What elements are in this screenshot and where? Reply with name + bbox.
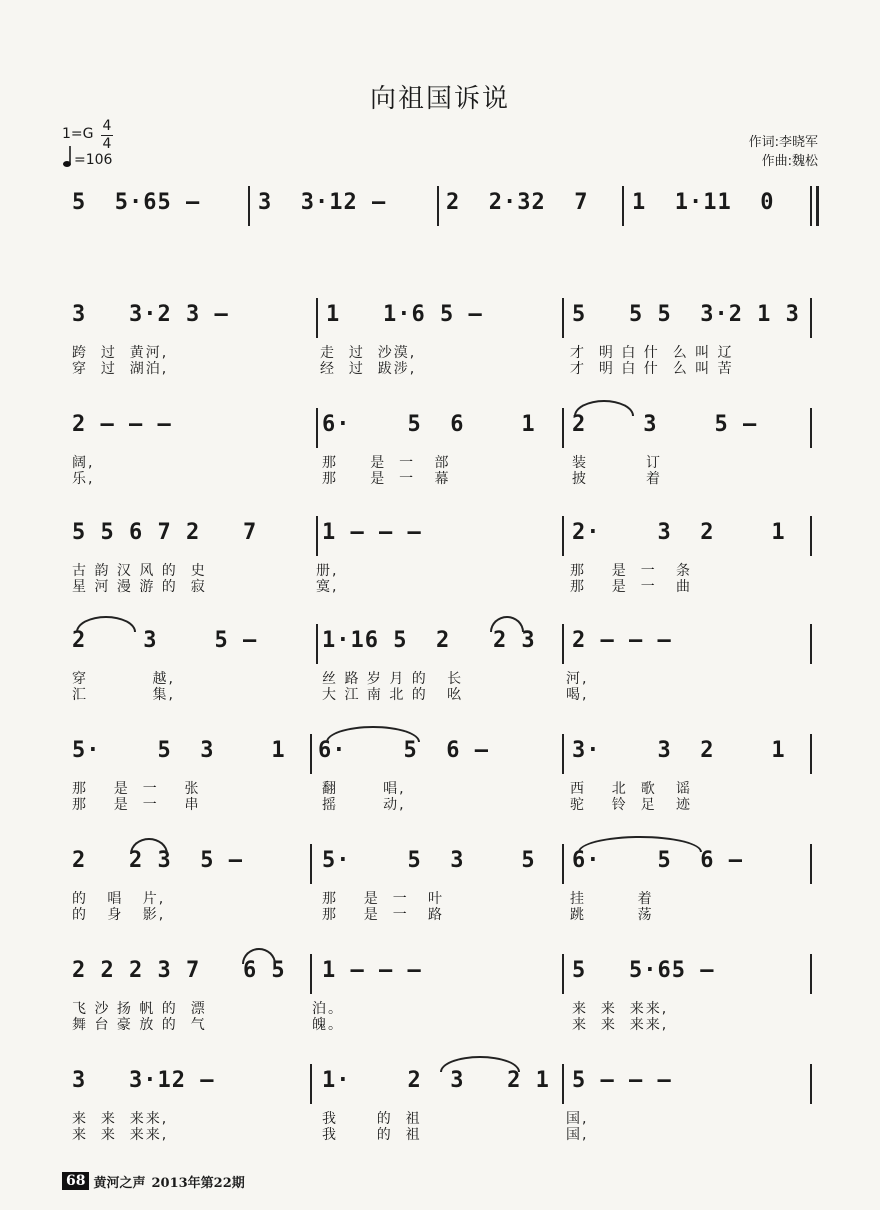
measure-notes: 2 2·32 7	[446, 190, 589, 215]
lyric-verse1: 那 是 一 张	[72, 781, 201, 797]
measure-notes: 3 3·12 –	[258, 190, 387, 215]
measure-notes: 5· 5 3 5	[322, 848, 536, 873]
staff-row	[0, 844, 880, 954]
quarter-note-icon	[62, 144, 72, 168]
measure-notes: 6· 5 6 –	[572, 848, 743, 873]
composer-credit: 作曲:魏松	[761, 154, 818, 169]
measure-notes: 1 – – –	[322, 520, 422, 545]
time-signature	[101, 119, 113, 152]
lyric-verse2: 才 明 白 什 么 叫 苦	[570, 361, 734, 377]
tempo-marking: =106	[74, 152, 113, 168]
measure-notes: 2· 3 2 1	[572, 520, 786, 545]
lyric-verse1: 装 订	[572, 455, 663, 471]
lyric-verse1: 才 明 白 什 么 叫 辽	[570, 345, 734, 361]
lyric-verse2: 那 是 一 曲	[570, 579, 693, 595]
lyric-verse2: 披 着	[572, 471, 663, 487]
lyric-verse2: 我 的 祖	[322, 1127, 422, 1143]
lyric-verse1: 飞 沙 扬 帆 的 漂	[72, 1001, 207, 1017]
lyric-verse2: 来 来 来来,	[72, 1127, 169, 1143]
time-numerator: 4	[102, 118, 112, 134]
measure-notes: 2 3 5 –	[572, 412, 758, 437]
lyric-verse2: 那 是 一 串	[72, 797, 201, 813]
staff-row	[0, 624, 880, 734]
lyric-verse2: 摇 动,	[322, 797, 406, 813]
lyric-verse2: 那 是 一 幕	[322, 471, 451, 487]
lyric-verse2: 跳 荡	[570, 907, 654, 923]
key-signature: 1=G	[62, 126, 94, 142]
lyric-verse1: 国,	[566, 1111, 589, 1127]
measure-notes: 3 3·2 3 –	[72, 302, 229, 327]
measure-notes: 5 5 6 7 2 7	[72, 520, 258, 545]
staff-row	[0, 298, 880, 408]
staff-row	[0, 1064, 880, 1174]
page-footer	[62, 1170, 245, 1192]
measure-notes: 2 2 2 3 7 6 5	[72, 958, 286, 983]
lyric-verse2: 的 身 影,	[72, 907, 166, 923]
measure-notes: 1· 2 3 2 1	[322, 1068, 550, 1093]
staff-row	[0, 516, 880, 626]
measure-notes: 5 5 5 3·2 1 3	[572, 302, 800, 327]
journal-name: 黄河之声	[93, 1175, 146, 1191]
measure-notes: 5 5·65 –	[72, 190, 201, 215]
lyric-verse2: 穿 过 湖泊,	[72, 361, 169, 377]
staff-row	[0, 408, 880, 518]
lyric-verse1: 河,	[566, 671, 589, 687]
song-title: 向祖国诉说	[369, 84, 510, 114]
lyric-verse2: 汇 集,	[72, 687, 175, 703]
measure-notes: 5 5·65 –	[572, 958, 715, 983]
lyric-verse2: 喝,	[566, 687, 589, 703]
measure-notes: 1 – – –	[322, 958, 422, 983]
lyric-verse2: 国,	[566, 1127, 589, 1143]
lyric-verse1: 西 北 歌 谣	[570, 781, 693, 797]
measure-notes: 3 3·12 –	[72, 1068, 215, 1093]
measure-notes: 1 1·11 0	[632, 190, 775, 215]
lyric-verse1: 翻 唱,	[322, 781, 406, 797]
lyric-verse2: 来 来 来来,	[572, 1017, 669, 1033]
lyricist-credit: 作词:李晓军	[748, 135, 818, 150]
lyric-verse2: 经 过 跋涉,	[320, 361, 417, 377]
staff-row	[0, 734, 880, 844]
lyric-verse1: 我 的 祖	[322, 1111, 422, 1127]
lyric-verse2: 驼 铃 足 迹	[570, 797, 693, 813]
measure-notes: 5· 5 3 1	[72, 738, 286, 763]
lyric-verse2: 大 江 南 北 的 吆	[322, 687, 464, 703]
measure-notes: 2 – – –	[72, 412, 172, 437]
lyric-verse1: 来 来 来来,	[72, 1111, 169, 1127]
lyric-verse1: 那 是 一 条	[570, 563, 693, 579]
measure-notes: 1·16 5 2 2 3	[322, 628, 536, 653]
staff-row	[0, 954, 880, 1064]
staff-row	[0, 186, 880, 296]
lyric-verse1: 那 是 一 叶	[322, 891, 445, 907]
measure-notes: 5 – – –	[572, 1068, 672, 1093]
page-number: 68	[62, 1172, 89, 1190]
lyric-verse1: 走 过 沙漠,	[320, 345, 417, 361]
measure-notes: 2 3 5 –	[72, 628, 258, 653]
lyric-verse2: 舞 台 豪 放 的 气	[72, 1017, 207, 1033]
measure-notes: 3· 3 2 1	[572, 738, 786, 763]
lyric-verse1: 挂 着	[570, 891, 654, 907]
lyric-verse2: 那 是 一 路	[322, 907, 445, 923]
lyric-verse1: 穿 越,	[72, 671, 175, 687]
lyric-verse1: 古 韵 汉 风 的 史	[72, 563, 207, 579]
measure-notes: 6· 5 6 1	[322, 412, 536, 437]
lyric-verse1: 那 是 一 部	[322, 455, 451, 471]
measure-notes: 2 2 3 5 –	[72, 848, 243, 873]
lyric-verse2: 魄。	[312, 1017, 344, 1033]
lyric-verse1: 阔,	[72, 455, 95, 471]
lyric-verse1: 丝 路 岁 月 的 长	[322, 671, 464, 687]
measure-notes: 2 – – –	[572, 628, 672, 653]
lyric-verse1: 册,	[316, 563, 339, 579]
lyric-verse2: 寞,	[316, 579, 339, 595]
measure-notes: 1 1·6 5 –	[326, 302, 483, 327]
lyric-verse1: 的 唱 片,	[72, 891, 166, 907]
lyric-verse2: 星 河 漫 游 的 寂	[72, 579, 207, 595]
lyric-verse1: 跨 过 黄河,	[72, 345, 169, 361]
lyric-verse1: 泊。	[312, 1001, 344, 1017]
lyric-verse1: 来 来 来来,	[572, 1001, 669, 1017]
issue-label: 2013年第22期	[151, 1175, 245, 1191]
measure-notes: 6· 5 6 –	[318, 738, 489, 763]
time-denominator: 4	[102, 136, 112, 152]
lyric-verse2: 乐,	[72, 471, 95, 487]
